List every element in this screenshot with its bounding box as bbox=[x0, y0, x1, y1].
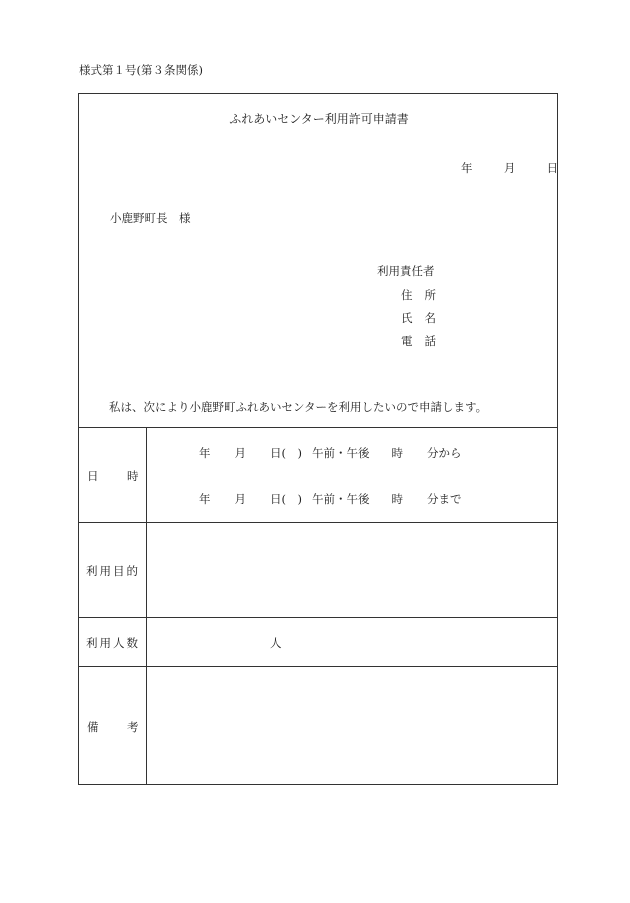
datetime-label-right: 時 bbox=[127, 469, 139, 483]
phone-label-char-2: 話 bbox=[424, 334, 436, 348]
datetime-label-left: 日 bbox=[87, 469, 99, 483]
to-ampm: 午前・午後 bbox=[311, 492, 370, 506]
purpose-label bbox=[86, 563, 138, 579]
row-divider-3 bbox=[79, 666, 557, 667]
datetime-from-line bbox=[199, 445, 461, 461]
from-month: 月 bbox=[234, 446, 246, 460]
label-column-divider bbox=[146, 427, 147, 785]
to-day: 日( ) bbox=[270, 492, 302, 506]
date-day-label: 日 bbox=[546, 161, 559, 175]
phone-label-char-1: 電 bbox=[401, 334, 413, 348]
headcount-label bbox=[86, 635, 138, 651]
form-reference: 様式第１号(第３条関係) bbox=[79, 63, 203, 77]
form-title: ふれあいセンター利用許可申請書 bbox=[229, 112, 409, 126]
name-label-char-2: 名 bbox=[424, 311, 436, 325]
from-hour: 時 bbox=[391, 446, 403, 460]
remarks-label-right: 考 bbox=[127, 720, 139, 734]
to-year: 年 bbox=[199, 492, 211, 506]
date-line bbox=[461, 160, 558, 176]
to-hour: 時 bbox=[391, 492, 403, 506]
date-month-label: 月 bbox=[503, 161, 516, 175]
applicant-heading: 利用責任者 bbox=[377, 264, 435, 278]
from-day: 日( ) bbox=[270, 446, 302, 460]
headcount-unit: 人 bbox=[270, 636, 282, 650]
from-ampm: 午前・午後 bbox=[311, 446, 370, 460]
application-statement: 私は、次により小鹿野町ふれあいセンターを利用したいので申請します。 bbox=[109, 400, 488, 414]
headcount-label-char-1: 利 bbox=[86, 636, 98, 650]
datetime-to-line bbox=[199, 491, 461, 507]
address-label-char-1: 住 bbox=[401, 288, 413, 302]
addressee: 小鹿野町長 様 bbox=[110, 211, 191, 225]
to-minute: 分まで bbox=[426, 492, 462, 506]
headcount-label-char-3: 人 bbox=[113, 636, 125, 650]
table-top-border bbox=[79, 427, 557, 428]
date-year-label: 年 bbox=[461, 161, 473, 175]
row-divider-1 bbox=[79, 522, 557, 523]
address-label-char-2: 所 bbox=[424, 288, 436, 302]
name-label bbox=[401, 310, 436, 326]
from-year: 年 bbox=[199, 446, 211, 460]
address-label bbox=[401, 287, 436, 303]
remarks-label-left: 備 bbox=[87, 720, 99, 734]
application-form bbox=[78, 93, 558, 785]
headcount-label-char-4: 数 bbox=[126, 636, 138, 650]
purpose-label-char-2: 用 bbox=[99, 564, 111, 578]
headcount-label-char-2: 用 bbox=[99, 636, 111, 650]
from-minute: 分から bbox=[426, 446, 462, 460]
phone-label bbox=[401, 333, 436, 349]
name-label-char-1: 氏 bbox=[401, 311, 413, 325]
purpose-label-char-4: 的 bbox=[126, 564, 138, 578]
row-divider-2 bbox=[79, 617, 557, 618]
purpose-label-char-1: 利 bbox=[86, 564, 98, 578]
to-month: 月 bbox=[234, 492, 246, 506]
purpose-label-char-3: 目 bbox=[113, 564, 125, 578]
